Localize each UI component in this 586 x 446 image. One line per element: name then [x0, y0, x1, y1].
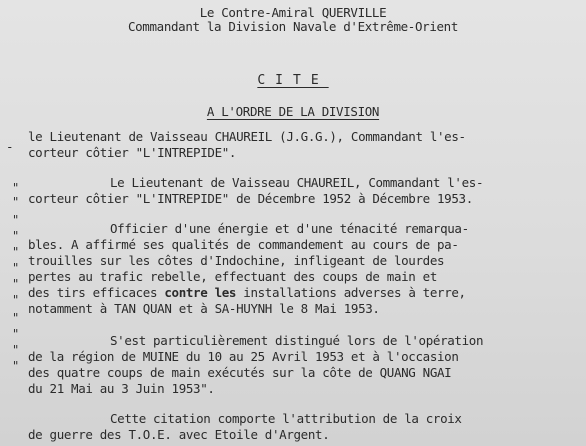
body-line: du 21 Mai au 3 Juin 1953".	[28, 381, 215, 396]
body-line: de la région de MUINE du 10 au 25 Avril 1953 et à l'occasion	[28, 349, 459, 364]
margin-quote: "	[12, 311, 20, 325]
margin-quote: "	[12, 195, 20, 209]
document-title: CITE	[257, 73, 329, 88]
header-line-1: Le Contre-Amiral QUERVILLE	[199, 5, 387, 20]
margin-quote: "	[12, 277, 20, 291]
body-line: Officier d'une énergie et d'une ténacité remarqua-	[110, 221, 469, 236]
margin-quote: "	[12, 181, 20, 195]
margin-quote: "	[12, 343, 20, 357]
body-line-part: installations adverses à terre,	[236, 285, 466, 300]
body-line: le Lieutenant de Vaisseau CHAUREIL (J.G.G.), Commandant l'es-	[28, 129, 466, 144]
body-line: Le Lieutenant de Vaisseau CHAUREIL, Commandant l'es-	[110, 175, 484, 190]
body-line: S'est particulièrement distingué lors de l'opération	[110, 333, 484, 348]
body-line: pertes au trafic rebelle, effectuant des coups de main et	[28, 269, 438, 284]
body-line: de guerre des T.O.E. avec Etoile d'Argent.	[28, 427, 330, 442]
body-line: trouilles sur les côtes d'Indochine, infligeant de lourdes	[28, 253, 445, 268]
margin-dash: -	[6, 139, 14, 154]
margin-quote: "	[12, 359, 20, 373]
body-line-part: des tirs efficaces	[28, 285, 165, 300]
body-line: Cette citation comporte l'attribution de la croix	[110, 411, 462, 426]
document-subtitle: A L'ORDRE DE LA DIVISION	[206, 104, 380, 119]
margin-quote: "	[12, 229, 20, 243]
body-line: des quatre coups de main exécutés sur la côte de QUANG NGAI	[28, 365, 452, 380]
body-line: bles. A affirmé ses qualités de commandement au cours de pa-	[28, 237, 459, 252]
body-line-bold-part: contre les	[164, 285, 237, 300]
margin-quote: "	[12, 245, 20, 259]
header-line-2: Commandant la Division Navale d'Extrême-Orient	[127, 19, 459, 34]
body-line: corteur côtier "L'INTREPIDE".	[28, 145, 237, 160]
body-line: notamment à TAN QUAN et à SA-HUYNH le 8 Mai 1953.	[28, 301, 380, 316]
body-line	[28, 286, 466, 300]
margin-quote: "	[12, 213, 20, 227]
margin-quote: "	[12, 327, 20, 341]
margin-quote: "	[12, 293, 20, 307]
body-line: corteur côtier "L'INTREPIDE" de Décembre 1952 à Décembre 1953.	[28, 191, 473, 206]
margin-quote: "	[12, 261, 20, 275]
